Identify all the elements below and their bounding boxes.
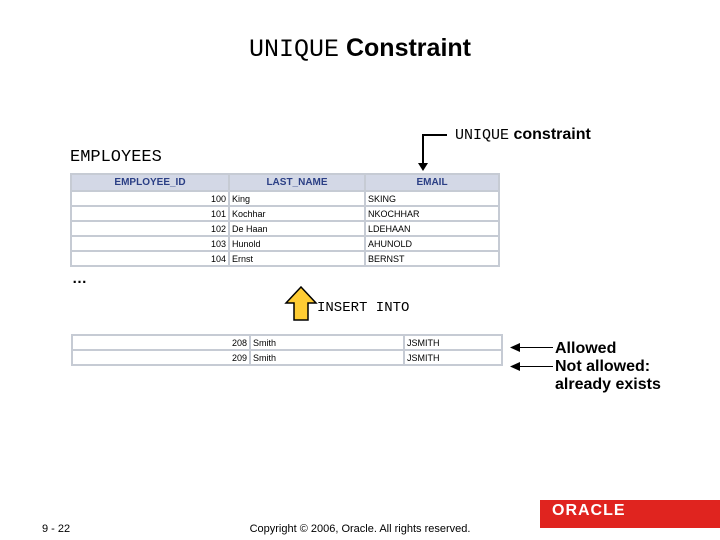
last-name-cell: King [230,192,364,205]
allowed-arrow-line [515,347,553,348]
more-rows-ellipsis: … [72,270,88,287]
email-cell: NKOCHHAR [366,207,498,220]
last-name-cell: Smith [251,336,403,349]
table-row [73,351,501,364]
email-cell: JSMITH [405,351,501,364]
new-rows-table [71,334,503,366]
email-cell: AHUNOLD [366,237,498,250]
up-arrow-icon [284,286,318,322]
table-row [72,237,498,250]
not-allowed-status: Not allowed: [555,358,651,375]
last-name-cell: Ernst [230,252,364,265]
table-row [73,336,501,349]
table-row [72,252,498,265]
table-name: EMPLOYEES [70,148,162,167]
email-cell: SKING [366,192,498,205]
email-cell: JSMITH [405,336,501,349]
title-text: Constraint [345,34,471,62]
last-name-cell: De Haan [230,222,364,235]
email-cell: LDEHAAN [366,222,498,235]
employee-id-cell: 102 [72,222,228,235]
oracle-logo: ORACLE [552,502,626,519]
column-header: LAST_NAME [230,175,364,190]
email-cell: BERNST [366,252,498,265]
employees-table [70,173,500,267]
copyright-notice: Copyright © 2006, Oracle. All rights reserved. [249,523,471,535]
table-row [72,192,498,205]
last-name-cell: Hunold [230,237,364,250]
employee-id-cell: 100 [72,192,228,205]
callout-text: constraint [513,126,591,143]
table-row [72,207,498,220]
title-code: UNIQUE [249,35,340,64]
page-title [0,34,720,64]
employee-id-cell: 103 [72,237,228,250]
callout-arrow-icon [417,132,447,172]
callout-code: UNIQUE [455,127,510,144]
employee-id-cell: 209 [73,351,249,364]
page-number: 9 - 22 [42,523,71,535]
allowed-status: Allowed [555,340,617,357]
unique-constraint-callout [455,126,591,144]
column-header: EMPLOYEE_ID [72,175,228,190]
employee-id-cell: 104 [72,252,228,265]
left-arrow-icon [510,362,520,371]
left-arrow-icon [510,343,520,352]
employee-id-cell: 208 [73,336,249,349]
not-allowed-arrow-line [515,366,553,367]
already-exists-status: already exists [555,376,661,393]
table-header-row [72,175,498,190]
insert-into-label: INSERT INTO [317,300,410,316]
last-name-cell: Kochhar [230,207,364,220]
table-row [72,222,498,235]
employee-id-cell: 101 [72,207,228,220]
last-name-cell: Smith [251,351,403,364]
column-header: EMAIL [366,175,498,190]
